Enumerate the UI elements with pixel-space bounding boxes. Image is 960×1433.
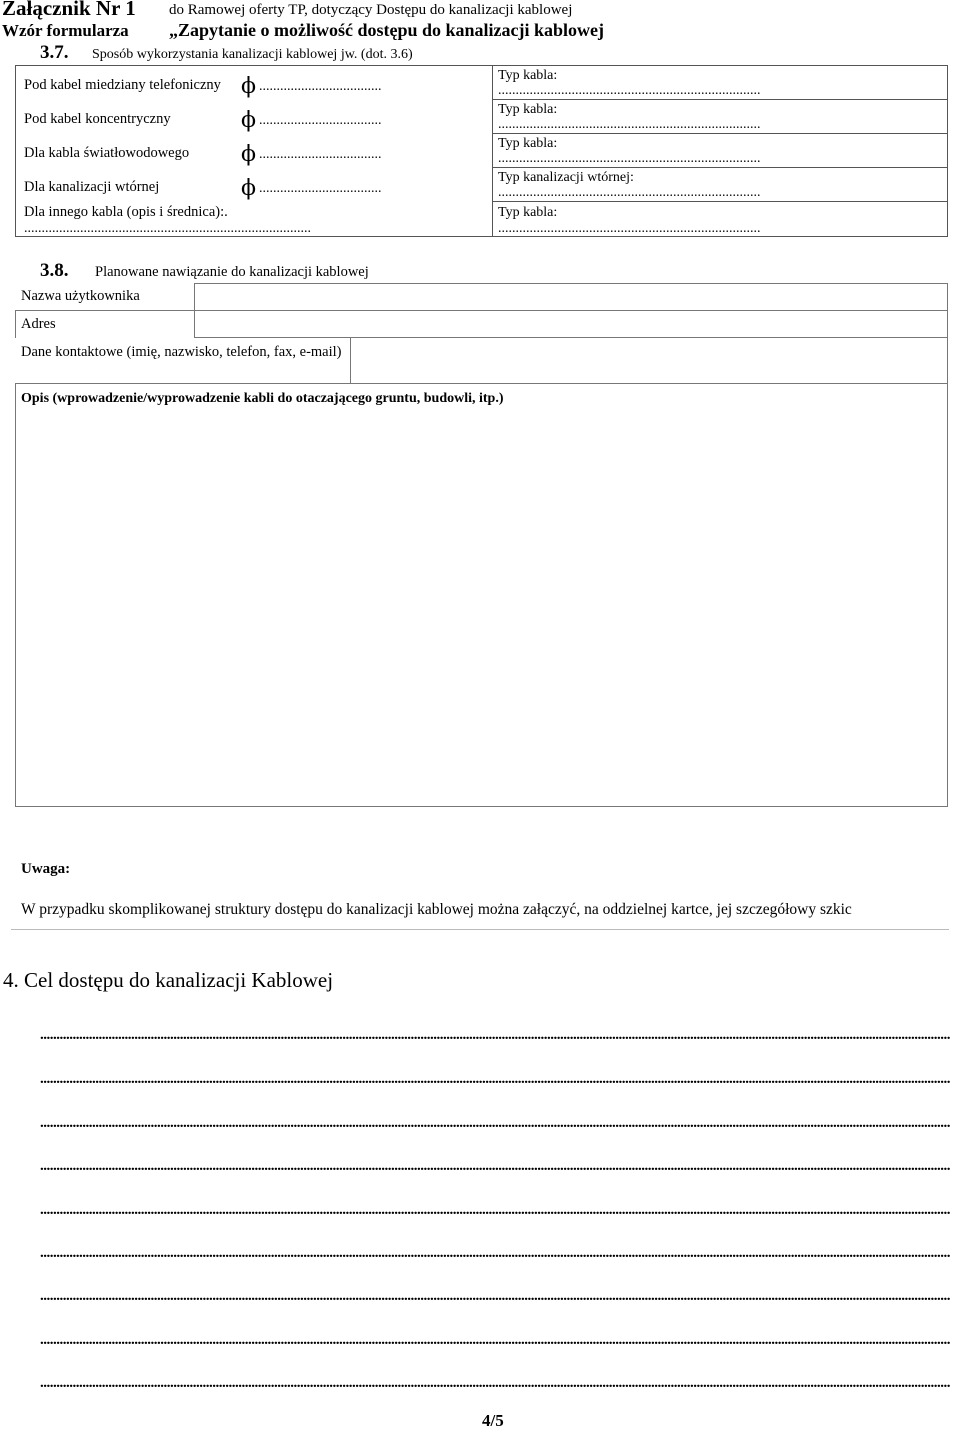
header-subtitle: do Ramowej oferty TP, dotyczący Dostępu do kanalizacji kablowej [169,2,573,18]
purpose-line[interactable]: ........................................................................................................................................................................................................................................................................................ [40,1027,950,1043]
type-label: Typ kabla: [498,136,558,151]
row-label-secondary-duct: Dla kanalizacji wtórnej [24,179,160,195]
cable-type-row [493,100,947,134]
section-3-7-number: 3.7. [40,42,69,63]
form-template-heading: Wzór formularza [2,21,129,40]
diameter-symbol: ϕ [241,176,256,201]
type-label: Typ kabla: [498,102,558,117]
section-3-8-title: Planowane nawiązanie do kanalizacji kablowej [95,264,369,280]
divider [15,310,16,338]
address-label: Adres [21,316,56,332]
type-label: Typ kabla: [498,205,558,220]
type-label: Typ kanalizacji wtórnej: [498,170,634,185]
diameter-symbol: ϕ [241,142,256,167]
other-cable-field[interactable]: .................................................................................. [24,221,311,236]
page-number: 4/5 [482,1411,504,1430]
contact-field[interactable] [350,337,948,384]
separator [11,929,949,930]
section-4-title: 4. Cel dostępu do kanalizacji Kablowej [3,968,334,992]
diameter-symbol: ϕ [241,108,256,133]
note-label: Uwaga: [21,861,71,877]
description-field[interactable] [15,383,948,807]
cable-type-right-panel [492,65,948,237]
cable-type-row [493,202,947,237]
purpose-line[interactable]: ........................................................................................................................................................................................................................................................................................ [40,1245,950,1261]
type-field-secondary-duct[interactable]: ........................................................................... [498,185,761,200]
diameter-field-coaxial[interactable]: ................................... [259,113,382,128]
row-label-fiber: Dla kabla światłowodowego [24,145,190,161]
type-field-fiber[interactable]: ........................................................................... [498,151,761,166]
cable-type-row [493,66,947,100]
divider [15,310,195,311]
row-label-copper: Pod kabel miedziany telefoniczny [24,77,221,93]
purpose-line[interactable]: ........................................................................................................................................................................................................................................................................................ [40,1158,950,1174]
type-label: Typ kabla: [498,68,558,83]
document-title: „Zapytanie o możliwość dostępu do kanalizacji kablowej [169,20,605,40]
contact-label: Dane kontaktowe (imię, nazwisko, telefon, fax, e-mail) [21,344,342,360]
row-label-other: Dla innego kabla (opis i średnica):. [24,204,228,220]
type-field-copper[interactable]: ........................................................................... [498,83,761,98]
purpose-line[interactable]: ........................................................................................................................................................................................................................................................................................ [40,1288,950,1304]
purpose-line[interactable]: ........................................................................................................................................................................................................................................................................................ [40,1375,950,1391]
section-3-8-number: 3.8. [40,260,69,281]
user-name-label: Nazwa użytkownika [21,288,140,304]
diameter-field-fiber[interactable]: ................................... [259,147,382,162]
diameter-symbol: ϕ [241,74,256,99]
type-field-coaxial[interactable]: ........................................................................... [498,117,761,132]
purpose-line[interactable]: ........................................................................................................................................................................................................................................................................................ [40,1332,950,1348]
type-field-other[interactable]: ........................................................................... [498,221,761,236]
purpose-line[interactable]: ........................................................................................................................................................................................................................................................................................ [40,1202,950,1218]
purpose-line[interactable]: ........................................................................................................................................................................................................................................................................................ [40,1115,950,1131]
cable-type-row [493,134,947,168]
description-label: Opis (wprowadzenie/wyprowadzenie kabli do otaczającego gruntu, budowli, itp.) [21,391,504,406]
cable-type-row [493,168,947,202]
diameter-field-secondary-duct[interactable]: ................................... [259,181,382,196]
row-label-coaxial: Pod kabel koncentryczny [24,111,171,127]
annex-heading: Załącznik Nr 1 [2,0,136,20]
section-3-7-title: Sposób wykorzystania kanalizacji kablowej jw. (dot. 3.6) [92,47,413,62]
cable-usage-left-panel [15,65,493,237]
note-text: W przypadku skomplikowanej struktury dostępu do kanalizacji kablowej można załączyć, na oddzielnej kartce, jej szczegółowy szkic [21,901,852,918]
diameter-field-copper[interactable]: ................................... [259,79,382,94]
divider [194,310,948,311]
purpose-line[interactable]: ........................................................................................................................................................................................................................................................................................ [40,1071,950,1087]
